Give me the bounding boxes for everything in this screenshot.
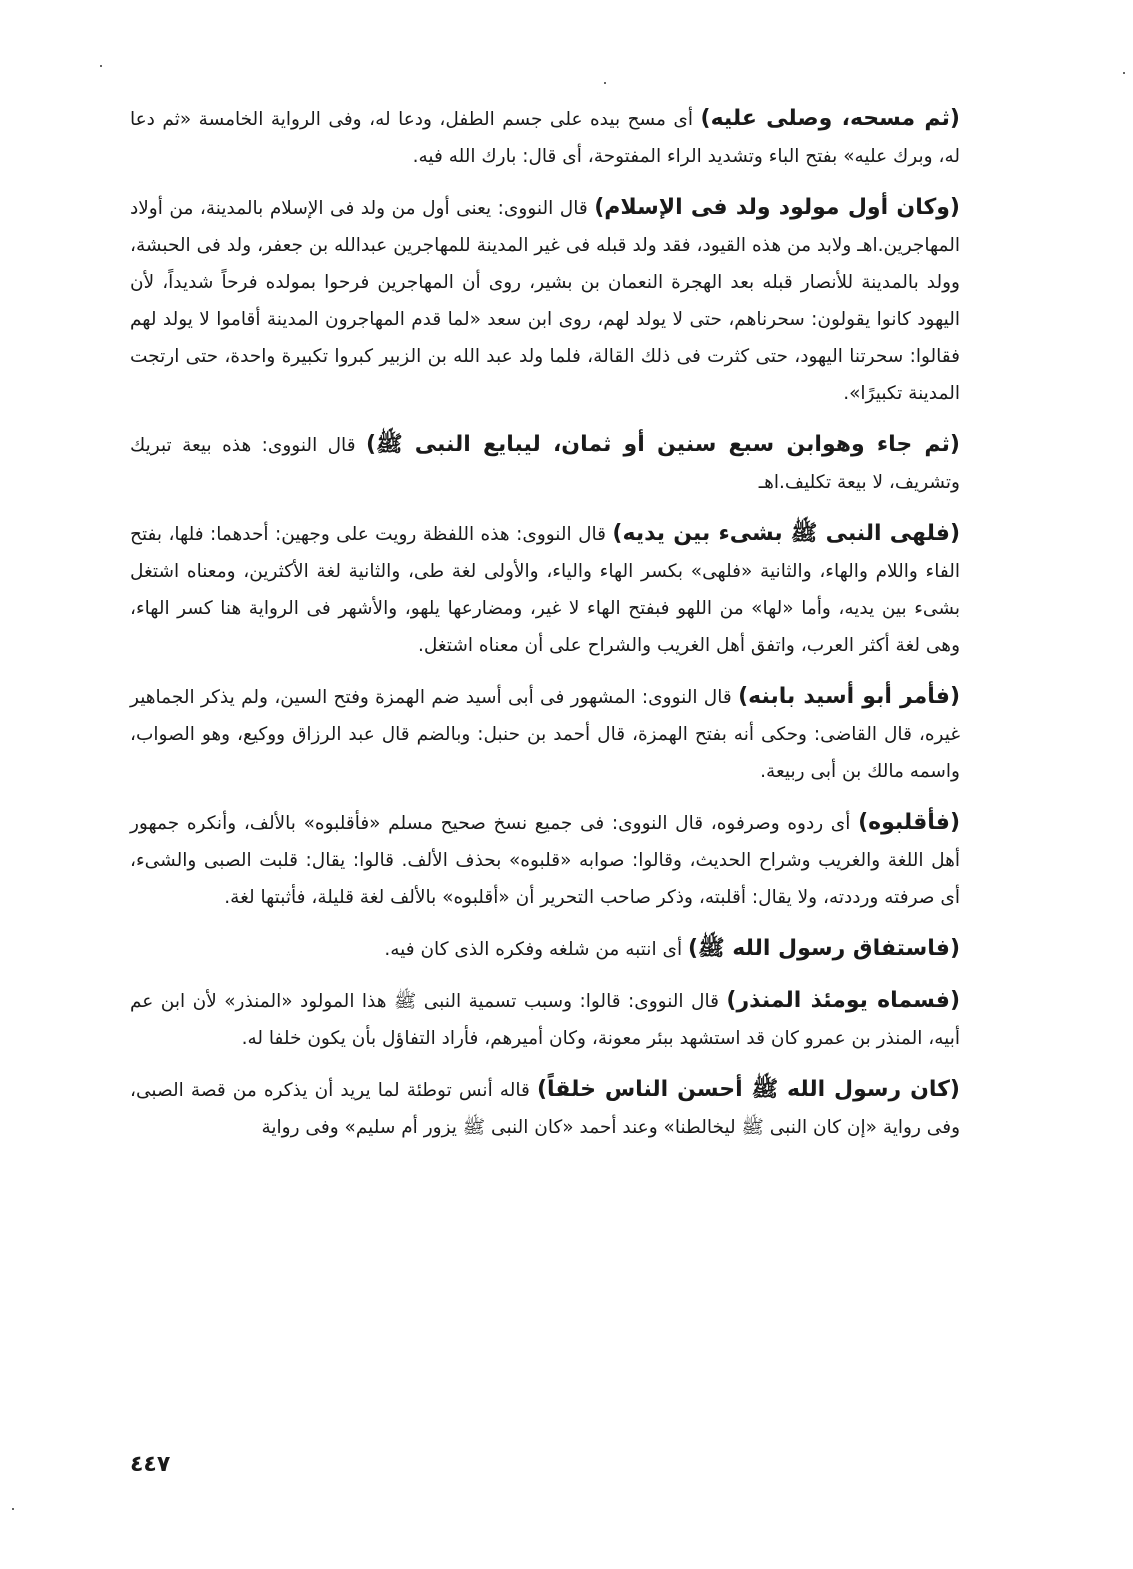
paragraph-4 <box>130 515 960 664</box>
paragraph-text: قال النووى: قالوا: وسبب تسمية النبى ﷺ هذا المولود «المنذر» لأن ابن عم أبيه، المنذر بن عمرو كان قد استشهد ببئر معونة، وكان أميرهم، فأراد التفاؤل بأن يكون خلفا له. <box>130 991 960 1049</box>
paragraph-heading: (ثم مسحه، وصلى عليه) <box>700 106 960 131</box>
paragraph-3 <box>130 426 960 501</box>
paragraph-heading: (وكان أول مولود ولد فى الإسلام) <box>594 195 960 220</box>
page-number: ٤٤٧ <box>130 1452 171 1477</box>
paragraph-9 <box>130 1071 960 1146</box>
paragraph-heading: (كان رسول الله ﷺ أحسن الناس خلقاً) <box>536 1077 960 1102</box>
paragraph-1 <box>130 100 960 175</box>
paragraph-2 <box>130 189 960 412</box>
page-body <box>130 100 960 1160</box>
paragraph-text: أى ردوه وصرفوه، قال النووى: فى جميع نسخ صحيح مسلم «فأقلبوه» بالألف، وأنكره جمهور أهل اللغة والغريب وشراح الحديث، وقالوا: صوابه «قلبوه» بحذف الألف. قالوا: يقال: قلبت الصبى والشىء، أى صرفته ورددته، ولا يقال: أقلبته، وذكر صاحب التحرير أن «أقلبوه» بالألف لغة قليلة، فأثبتها لغة. <box>130 813 960 908</box>
paragraph-text: قاله أنس توطئة لما يريد أن يذكره من قصة الصبى، وفى رواية «إن كان النبى ﷺ ليخالطنا» وعند أحمد «كان النبى ﷺ يزور أم سليم» وفى رواية <box>130 1080 960 1138</box>
paragraph-heading: (فسماه يومئذ المنذر) <box>726 988 961 1013</box>
paragraph-text: قال النووى: المشهور فى أبى أسيد ضم الهمزة وفتح السين، ولم يذكر الجماهير غيره، قال القاضى: وحكى أنه بفتح الهمزة، قال أحمد بن حنبل: وبالضم قال عبد الرزاق ووكيع، وهو الصواب، واسمه مالك بن أبى ربيعة. <box>130 687 960 782</box>
scan-speck <box>100 65 102 67</box>
paragraph-8 <box>130 982 960 1057</box>
scan-speck <box>1123 72 1125 74</box>
paragraph-text: أى مسح بيده على جسم الطفل، ودعا له، وفى الرواية الخامسة «ثم دعا له، وبرك عليه» بفتح الباء وتشديد الراء المفتوحة، أى قال: بارك الله فيه. <box>130 109 960 167</box>
scan-speck <box>604 82 606 84</box>
paragraph-6 <box>130 804 960 916</box>
paragraph-text: أى انتبه من شلغه وفكره الذى كان فيه. <box>384 939 688 960</box>
paragraph-heading: (فاستفاق رسول الله ﷺ) <box>687 936 960 961</box>
paragraph-heading: (فلهى النبى ﷺ بشىء بين يديه) <box>612 521 961 546</box>
paragraph-heading: (ثم جاء وهوابن سبع سنين أو ثمان، ليبايع النبى ﷺ) <box>365 432 960 457</box>
scan-speck <box>12 1508 14 1510</box>
paragraph-heading: (فأمر أبو أسيد بابنه) <box>738 684 961 709</box>
paragraph-text: قال النووى: هذه اللفظة رويت على وجهين: أحدهما: فلها، بفتح الفاء واللام والهاء، والثانية «فلهى» بكسر الهاء والياء، والأولى لغة طى، والثانية لغة الأكثرين، ومعناه اشتغل بشىء بين يديه، وأما «لها» من اللهو فبفتح الهاء لا غير، ومضارعها يلهو، والأشهر فى الرواية هنا كسر الهاء، وهى لغة أكثر العرب، واتفق أهل الغريب والشراح على أن معناه اشتغل. <box>130 524 960 656</box>
paragraph-heading: (فأقلبوه) <box>858 810 960 835</box>
paragraph-5 <box>130 678 960 790</box>
paragraph-text: قال النووى: يعنى أول من ولد فى الإسلام بالمدينة، من أولاد المهاجرين.اهـ ولابد من هذه القيود، فقد ولد قبله فى غير المدينة للمهاجرين عبدالله بن جعفر، ولد فى الحبشة، وولد بالمدينة للأنصار قبله بعد الهجرة النعمان بن بشير، روى أن المهاجرين فرحوا بمولده فرحاً شديداً، لأن اليهود كانوا يقولون: سحرناهم، حتى لا يولد لهم، روى ابن سعد «لما قدم المهاجرون المدينة أقاموا لا يولد لهم فقالوا: سحرتنا اليهود، حتى كثرت فى ذلك القالة، فلما ولد عبد الله بن الزبير كبروا تكبيرة واحدة، حتى ارتجت المدينة تكبيرًا». <box>130 198 960 404</box>
paragraph-text: قال النووى: هذه بيعة تبريك وتشريف، لا بيعة تكليف.اهـ <box>130 435 960 493</box>
paragraph-7 <box>130 930 960 968</box>
